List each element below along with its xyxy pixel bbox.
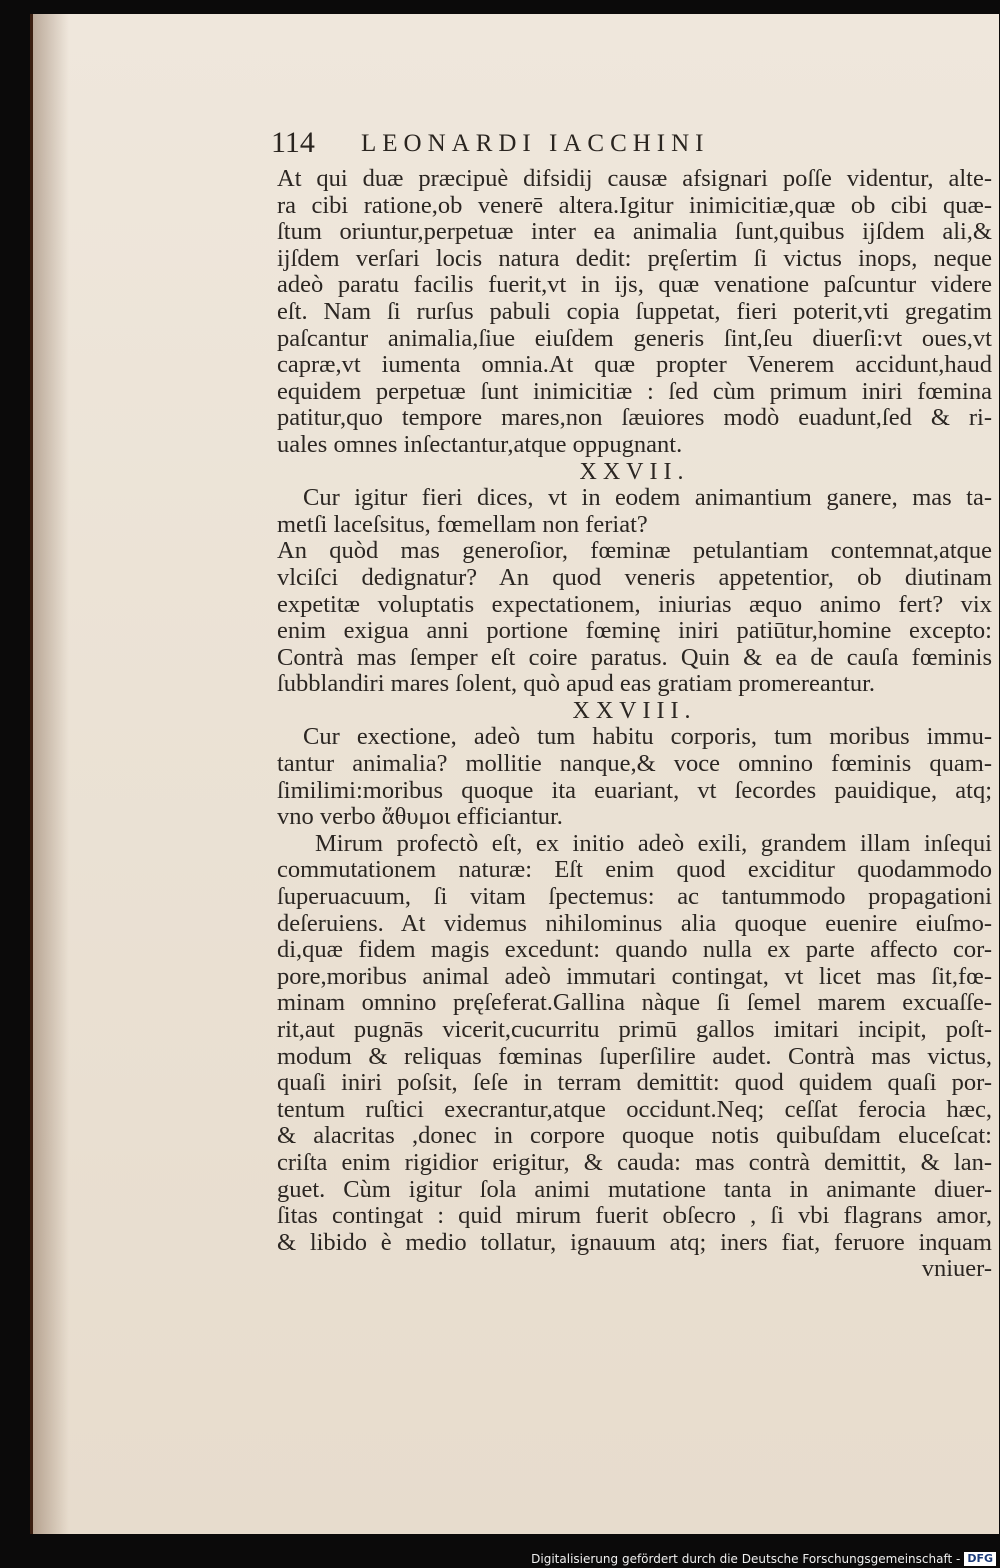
text-line: patitur,quo tempore mares,non ſæuiores modò euadunt,ſed & ri- [277,404,992,432]
text-line: capræ,vt iumenta omnia.At quæ propter Venerem accidunt,haud [277,351,992,379]
text-line: metſi laceſsitus, fœmellam non feriat? [277,510,648,538]
page-number: 114 [271,126,315,159]
text-line: ſubblandiri mares ſolent, quò apud eas gratiam promereantur. [277,670,876,698]
text-line: guet. Cùm igitur ſola animi mutatione tanta in animante diuer- [277,1175,992,1203]
text-line: vno verbo ἄθυμοι efficiantur. [277,803,563,831]
text-line: tantur animalia? mollitie nanque,& voce omnino fœminis quam- [277,750,992,778]
text-line: paſcantur animalia,ſiue eiuſdem generis ſint,ſeu diuerſi:vt oues,vt [277,324,992,352]
text-line: di,quæ fidem magis excedunt: quando nulla ex parte affecto cor- [277,936,992,964]
text-line: modum & reliquas fœminas ſuperſilire audet. Contrà mas victus, [277,1042,992,1070]
text-line: rit,aut pugnās vicerit,cucurritu primū gallos imitari incipit, poſt- [277,1016,992,1043]
text-line: ijſdem verſari locis natura dedit: pręſertim ſi victus inops, neque [277,244,992,272]
text-line: vlciſci dedignatur? An quod veneris appetentior, ob diutinam [277,563,992,591]
catchword: vniuer- [921,1255,992,1283]
text-line: ſtum oriuntur,perpetuæ inter ea animalia ſunt,quibus ijſdem ali,& [277,218,992,246]
digitization-footer [531,1552,996,1566]
text-line: Cur igitur fieri dices, vt in eodem animantium ganere, mas ta- [303,484,992,512]
text-line: equidem perpetuæ ſunt inimicitiæ : ſed cùm primum iniri fœmina [277,377,992,405]
text-line: criſta enim rigidior erigitur, & cauda: mas contrà demittit, & lan- [277,1148,992,1176]
text-line: uales omnes inſectantur,atque oppugnant. [277,430,683,458]
text-line: ſitas contingat : quid mirum fuerit obſecro , ſi vbi flagrans amor, [277,1202,992,1230]
text-line: ra cibi ratione,ob venerē altera.Igitur inimicitiæ,quæ ob cibi quæ- [277,191,992,219]
section-heading: XXVIII. [572,697,697,724]
text-line: ſimilimi:moribus quoque ita euariant, vt ſecordes pauidique, atq; [277,776,992,804]
text-line: An quòd mas generoſior, fœminæ petulantiam contemnat,atque [277,537,992,565]
text-line: tentum ruſtici execrantur,atque occidunt.Neq; ceſſat ferocia hæc, [277,1095,992,1123]
text-line: At qui duæ præcipuè difsidij causæ afsignari poſſe videntur, alte- [277,165,992,192]
text-line: expetitæ voluptatis expectationem, iniurias æquo animo fert? vix [277,590,992,618]
text-line: Cur exectione, adeò tum habitu corporis, tum moribus immu- [303,723,992,751]
text-line: eſt. Nam ſi rurſus pabuli copia ſuppetat, fieri poterit,vti gregatim [277,297,992,325]
text-line: adeò paratu facilis fuerit,vt in ijs, quæ venatione paſcuntur videre [277,271,992,299]
section-heading: XXVII. [579,458,690,485]
body-text [277,166,992,1283]
dfg-logo-icon: DFG [964,1552,996,1566]
page-header [271,126,871,166]
text-line: & libido è medio tollatur, ignauum atq; iners fiat, feruore inquam [277,1228,992,1256]
text-line: enim exigua anni portione fœminę iniri patiūtur,homine excepto: [277,617,992,645]
text-line: deſeruiens. At videmus nihilominus alia quoque euenire eiuſmo- [277,909,992,937]
text-line: minam omnino pręſeferat.Gallina nàque ſi ſemel marem excuaſſe- [277,989,992,1017]
text-line: ſuperuacuum, ſi vitam ſpectemus: ac tantummodo propagationi [277,883,992,911]
footer-credit: Digitalisierung gefördert durch die Deutsche Forschungsgemeinschaft - [531,1552,961,1566]
book-page [30,14,999,1534]
text-line: Contrà mas ſemper eſt coire paratus. Quin & ea de cauſa fœminis [277,643,992,671]
text-line: & alacritas ,donec in corpore quoque notis quibuſdam eluceſcat: [277,1122,992,1150]
text-line: commutationem naturæ: Eſt enim quod exciditur quodammodo [277,856,992,884]
text-line: Mirum profectò eſt, ex initio adeò exili, grandem illam inſequi [315,829,992,857]
text-line: pore,moribus animal adeò immutari contingat, vt licet mas ſit,fœ- [277,962,992,990]
running-head: LEONARDI IACCHINI [361,130,710,157]
text-line: quaſi iniri poſsit, ſeſe in terram demittit: quod quidem quaſi por- [277,1069,992,1097]
